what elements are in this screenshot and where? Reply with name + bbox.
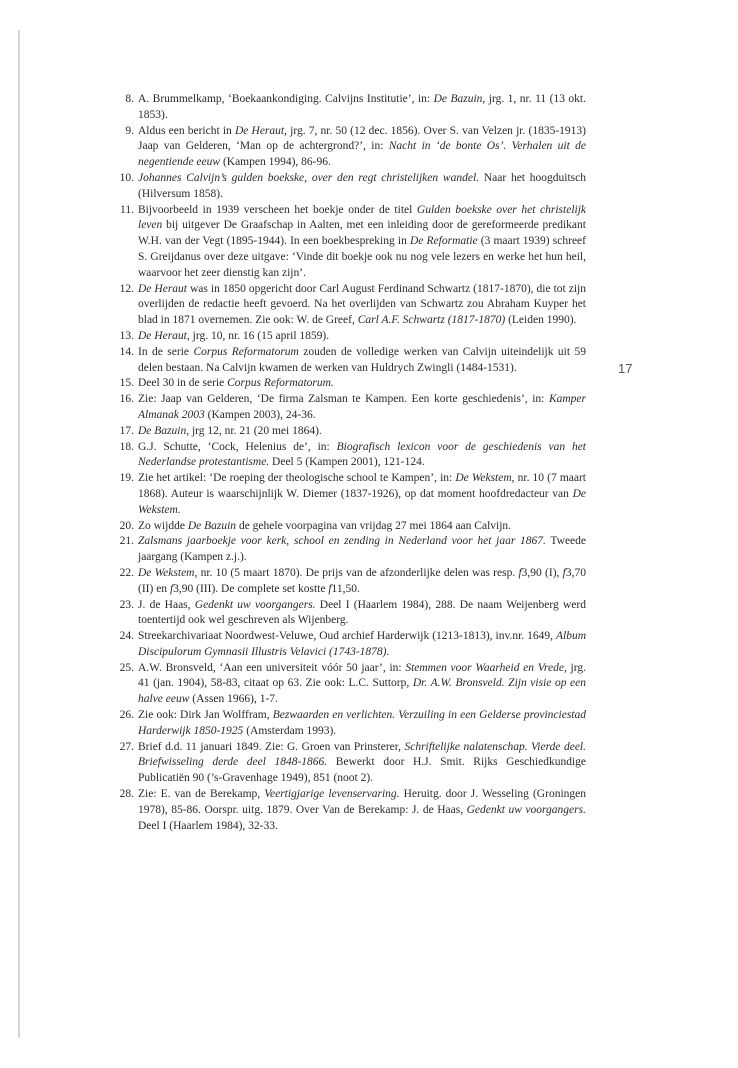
endnote-number: 23 . [112, 598, 134, 614]
endnote-text: G.J. Schutte, ‘Cock, Helenius de’, in: [138, 440, 337, 453]
endnote-italic-text: De Heraut [234, 124, 285, 137]
page-gutter-edge [18, 30, 20, 1038]
endnote-text: Streekarchivariaat Noordwest-Veluwe, Oud archief Harderwijk (1213-1813), inv.nr. 1649, [138, 630, 556, 643]
endnote-italic-text: f [562, 566, 566, 579]
endnote-10 [112, 171, 586, 203]
endnote-text: Naar het hoogduitsch (Hilversum 1858). [138, 171, 586, 200]
endnote-11 [112, 203, 586, 282]
endnote-number: 14 . [112, 345, 134, 361]
endnote-italic-text: Dr. A.W. Bronsveld. Zijn visie op een halve eeuw [138, 677, 587, 706]
endnote-text: A. Brummelkamp, ‘Boekaankondiging. Calvijns Institutie’, in: [138, 93, 434, 105]
endnote-18 [112, 440, 586, 472]
endnote-number: 21 . [112, 534, 134, 550]
endnote-italic-text: Biografisch lexicon voor de geschiedenis van het Nederlandse protestantisme. [138, 440, 586, 469]
endnote-text: Zie: Jaap van Gelderen, ‘De firma Zalsman te Kampen. Een korte geschiedenis’, in: [138, 393, 549, 406]
endnote-italic-text: Corpus Reformatorum [193, 345, 299, 358]
endnote-17 [112, 424, 586, 440]
endnote-italic-text: f [328, 582, 332, 595]
endnote-italic-text: De Wekstem [455, 472, 512, 485]
endnote-text: Deel 30 in de serie [138, 377, 228, 390]
endnote-italic-text: Nacht in ‘de bonte Os’. Verhalen uit de negentiende eeuw [138, 140, 586, 169]
endnote-text: In de serie [138, 345, 194, 358]
endnote-italic-text: De Bazuin [433, 93, 483, 105]
endnote-italic-text: Album Discipulorum Gymnasii Illustris Velavici (1743-1878). [138, 630, 586, 658]
endnote-italic-text: Johannes Calvijn’s gulden boekske, over den regt christelijken wandel. [138, 171, 480, 184]
endnote-text: , jrg. 7, nr. 50 (12 dec. 1856). Over S. van Velzen jr. (1835-1913) Jaap van Gelderen, ‘Man op de achtergrond?’, in: [138, 124, 587, 153]
endnote-number: 10 . [112, 171, 134, 187]
endnote-italic-text: Zalsmans jaarboekje voor kerk, school en zending in Nederland voor het jaar 1867. [138, 535, 546, 548]
endnote-italic-text: f [169, 582, 174, 595]
endnote-27 [112, 740, 586, 787]
endnote-number: 27 . [112, 740, 134, 756]
endnote-text: Bewerkt door H.J. Smit. Rijks Geschiedkundige Publicatiën 90 (’s-Gravenhage 1949), 851 (noot 2). [138, 756, 586, 785]
endnote-text: Heruitg. door J. Wesseling (Groningen 1978), 85-86. Oorspr. uitg. 1879. Over Van de Berekamp: J. de Haas, [138, 788, 586, 816]
endnote-italic-text: De Heraut [138, 329, 187, 342]
endnote-22 [112, 566, 586, 598]
endnote-text: , jrg. 1, nr. 11 (13 okt. 1853). [138, 93, 587, 121]
endnote-italic-text: Schriftelijke nalatenschap. Vierde deel. Briefwisseling derde deel 1848-1866. [138, 740, 586, 769]
endnote-24 [112, 629, 586, 661]
endnote-text: Deel 5 (Kampen 2001), 121-124. [269, 456, 425, 469]
endnote-italic-text: f [518, 566, 522, 579]
endnote-number: 17 . [112, 424, 134, 440]
endnote-italic-text: Carl A.F. Schwartz (1817-1870) [357, 314, 506, 327]
endnote-14 [112, 345, 586, 377]
endnote-text: (3 maart 1939) schreef S. Greijdanus over deze uitgave: ‘Vinde dit boekje ook nu nog vele lezers en werke het hun heil, waarvoor het zeer dienstig kan zijn’. [138, 235, 586, 279]
endnote-text: 3,70 (II) en [138, 566, 586, 595]
endnote-italic-text: Bezwaarden en verlichten. Verzuiling in een Gelderse provinciestad Harderwijk 1850-1925 [138, 709, 586, 737]
endnote-italic-text: De Reformatie [409, 235, 478, 248]
endnote-text: , jrg. 10, nr. 16 (15 april 1859). [186, 329, 330, 342]
endnote-italic-text: Kamper Almanak 2003 [138, 393, 586, 421]
endnote-16 [112, 392, 586, 424]
endnote-number: 22 . [112, 566, 134, 582]
endnote-text: Zie: E. van de Berekamp, [138, 788, 265, 801]
endnote-text: , jrg 12, nr. 21 (20 mei 1864). [186, 424, 322, 437]
endnote-italic-text: Veertigjarige levenservaring. [264, 788, 400, 801]
endnotes-list [112, 92, 586, 834]
endnote-number: 25 . [112, 661, 134, 677]
endnote-text: was in 1850 opgericht door Carl August Ferdinand Schwartz (1817-1870), die tot zijn overlijden de redactie heeft gevoerd. Na het overlijden van Schwartz zou Abraham Kuyper het blad in 1871 overnemen. Zie ook: W. de Greef, [138, 282, 586, 327]
endnote-15 [112, 376, 586, 392]
endnote-italic-text: Stemmen voor Waarheid en Vrede [405, 661, 564, 674]
endnote-text: (Assen 1966), 1-7. [189, 693, 278, 706]
endnote-text: Zie ook: Dirk Jan Wolffram, [138, 709, 273, 722]
endnote-number: 11 . [112, 203, 134, 219]
endnote-26 [112, 708, 586, 740]
endnote-20 [112, 519, 586, 535]
endnote-text: 11,50. [331, 582, 360, 595]
endnote-number: 12 . [112, 282, 134, 298]
endnote-italic-text: De Bazuin [138, 424, 187, 437]
endnote-text: Bijvoorbeeld in 1939 verscheen het boekje onder de titel [138, 203, 417, 216]
endnote-number: 24 . [112, 629, 134, 645]
endnote-text: de gehele voorpagina van vrijdag 27 mei 1864 aan Calvijn. [236, 519, 512, 532]
endnote-28 [112, 787, 586, 834]
endnote-number: 9 . [112, 124, 134, 140]
endnote-19 [112, 471, 586, 518]
endnote-italic-text: Gedenkt uw voorgangers. [466, 803, 586, 816]
endnote-text: , jrg. 41 (jan. 1904), 58-83, citaat op 63. Zie ook: L.C. Suttorp, [138, 661, 586, 690]
endnote-text: A.W. Bronsveld, ‘Aan een universiteit vóór 50 jaar’, in: [138, 661, 406, 674]
endnote-13 [112, 329, 586, 345]
endnote-italic-text: De Wekstem. [138, 487, 586, 516]
endnote-text: (Leiden 1990). [505, 314, 577, 327]
endnote-25 [112, 661, 586, 708]
endnote-text: zouden de volledige werken van Calvijn uiteindelijk uit 59 delen bestaan. Na Calvijn kwamen de werken van Huldrych Zwingli (1484-1531). [138, 345, 586, 374]
endnote-text: J. de Haas, [138, 598, 195, 611]
endnote-text: Brief d.d. 11 januari 1849. Zie: G. Groen van Prinsterer, [138, 740, 405, 753]
endnote-italic-text: Corpus Reformatorum. [227, 377, 334, 390]
endnote-text: Deel I (Haarlem 1984), 288. De naam Weijenberg werd toentertijd ook wel geschreven als Wijenberg. [138, 598, 586, 627]
endnote-italic-text: De Wekstem [138, 566, 195, 579]
endnote-text: , nr. 10 (5 maart 1870). De prijs van de afzonderlijke delen was resp. [194, 566, 519, 579]
endnote-number: 15 . [112, 376, 134, 392]
endnote-number: 26 . [112, 708, 134, 724]
endnote-text: Deel I (Haarlem 1984), 32-33. [138, 819, 278, 832]
endnote-9 [112, 124, 586, 171]
endnote-italic-text: De Bazuin [187, 519, 237, 532]
endnote-23 [112, 598, 586, 630]
endnote-number: 18 . [112, 440, 134, 456]
endnote-text: 3,90 (III). De complete set kostte [173, 582, 329, 595]
endnote-text: (Kampen 1994), 86-96. [220, 156, 331, 169]
endnote-italic-text: Gulden boekske over het christelijk leven [138, 203, 587, 232]
endnote-italic-text: De Heraut [138, 282, 187, 295]
endnote-italic-text: Gedenkt uw voorgangers. [194, 598, 316, 611]
endnote-text: Aldus een bericht in [138, 124, 235, 137]
endnote-12 [112, 282, 586, 329]
endnote-number: 20 . [112, 519, 134, 535]
endnote-text: (Amsterdam 1993). [243, 724, 337, 737]
endnote-21 [112, 534, 586, 566]
endnote-text: Zie het artikel: ‘De roeping der theologische school te Kampen’, in: [138, 472, 456, 485]
endnote-text: (Kampen 2003), 24-36. [204, 408, 316, 421]
endnote-number: 8 . [112, 92, 134, 108]
endnote-text: Zo wijdde [138, 519, 188, 532]
endnote-text: bij uitgever De Graafschap in Aalten, met een inleiding door de gereformeerde predikant W.H. van der Vegt (1895-1944). In een boekbespreking in [138, 219, 586, 248]
endnote-number: 28 . [112, 787, 134, 803]
page-number: 17 [618, 361, 633, 376]
endnote-text: , nr. 10 (7 maart 1868). Auteur is waarschijnlijk W. Diemer (1837-1926), op dat moment hoofdredacteur van [138, 472, 586, 500]
endnote-number: 19 . [112, 471, 134, 487]
endnote-text: Tweede jaargang (Kampen z.j.). [138, 535, 587, 564]
endnote-number: 16 . [112, 392, 134, 408]
endnote-text: 3,90 (I), [521, 566, 563, 579]
endnote-number: 13 . [112, 329, 134, 345]
endnote-8 [112, 92, 586, 124]
